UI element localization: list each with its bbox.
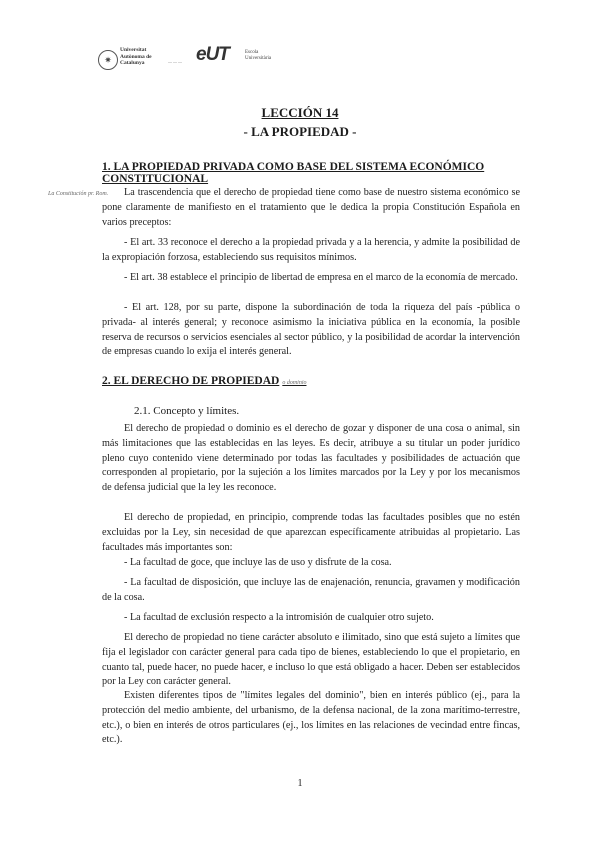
eut-logo-subtitle: Escola Universitària <box>245 50 272 61</box>
section-2-para-4: Existen diferentes tipos de "límites legales del dominio", bien en interés público (ej., para la protección del medio ambiente, del urbanismo, de la defensa nacional, de la zona marítimo-terrestre, etc.), o bien en interés de otros particulares (ej., los límites en las relaciones de vecindad entre fincas, etc.). <box>102 690 520 746</box>
section-1-intro: La trascendencia que el derecho de propiedad tiene como base de nuestro sistema económico se pone claramente de manifiesto en el tratamiento que le dedica la propia Constitución Española en varios preceptos: <box>102 187 520 228</box>
lesson-subtitle: - LA PROPIEDAD - <box>243 124 357 139</box>
university-seal-icon: ✷ <box>98 50 118 70</box>
facultad-exclusion: - La facultad de exclusión respecto a la intromisión de cualquier otro sujeto. <box>124 612 434 623</box>
section-2-heading: 2. EL DERECHO DE PROPIEDAD o dominio <box>102 375 307 387</box>
section-2-para-3: El derecho de propiedad no tiene carácter absoluto e ilimitado, sino que está sujeto a límites que fija el legislador con carácter general para cada tipo de bienes, estableciendo lo que el propietario, en cuanto tal, puede hacer, no puede hacer, e incluso lo que está obligado a hacer. Deben ser establecidos por la Ley con carácter general. <box>102 632 520 688</box>
logo-separator: — — — <box>168 59 182 64</box>
margin-note: La Constitución pr. Rom. <box>48 191 109 197</box>
section-2-para-2: El derecho de propiedad, en principio, comprende todas las facultades posibles que no estén excluidas por la Ley, sin necesidad de que aparezcan específicamente atribuidas al propietario. Las facultades más importantes son: <box>102 512 520 553</box>
section-1-item-128: - El art. 128, por su parte, dispone la subordinación de toda la riqueza del país -pública o privada- al interés general; y reconoce asimismo la iniciativa pública en la economía, la posible reserva de recursos o servicios esenciales al sector público, y la posibilidad de acordar la intervención de empresas cuando lo exija el interés general. <box>102 302 520 358</box>
lesson-title: LECCIÓN 14 <box>261 105 339 120</box>
section-2-1-subheading: 2.1. Concepto y límites. <box>134 405 240 417</box>
section-1-heading: 1. LA PROPIEDAD PRIVADA COMO BASE DEL SISTEMA ECONÓMICO CONSTITUCIONAL <box>102 161 485 185</box>
section-1-item-33: - El art. 33 reconoce el derecho a la propiedad privada y a la herencia, y admite la posibilidad de la expropiación forzosa, estableciendo sus requisitos mínimos. <box>102 237 520 263</box>
section-2-heading-note: o dominio <box>282 380 307 386</box>
section-1-item-38: - El art. 38 establece el principio de libertad de empresa en el marco de la economía de mercado. <box>124 272 518 283</box>
section-2-para-1: El derecho de propiedad o dominio es el derecho de gozar y disponer de una cosa o animal, sin más limitaciones que las establecidas en las leyes. Es decir, atribuye a su titular un poder jurídico pleno cuyo contenido viene determinado por todas las facultades y posibilidades de actuación que corresponden al propietario, por la sujeción a los límites marcados por la Ley y por los mecanismos de defensa judicial que la ley les reconoce. <box>102 423 520 494</box>
facultad-goce: - La facultad de goce, que incluye las de uso y disfrute de la cosa. <box>124 557 392 568</box>
facultad-disposicion: - La facultad de disposición, que incluye las de enajenación, renuncia, gravamen y modificación de la cosa. <box>102 577 520 603</box>
eut-logo: eUT <box>196 44 229 65</box>
university-logo: Universitat Autònoma de Catalunya <box>120 47 152 66</box>
page-number: 1 <box>297 778 303 789</box>
